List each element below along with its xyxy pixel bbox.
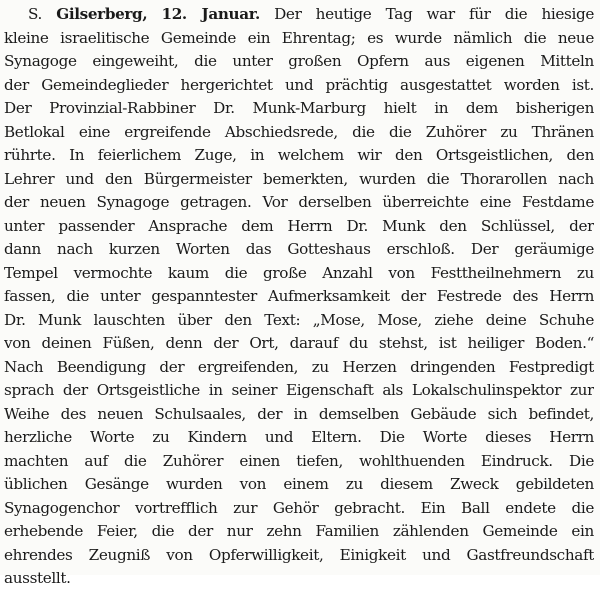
- article-line: Synagoge eingeweiht, die unter großen Opfern aus eigenen Mitteln: [4, 52, 594, 70]
- article-line: üblichen Gesänge wurden von einem zu diesem Zweck gebildeten: [4, 475, 594, 493]
- first-line-text: Der heutige Tag war für die hiesige: [274, 5, 594, 23]
- article-line: der neuen Synagoge getragen. Vor derselben überreichte eine Festdame: [4, 193, 594, 211]
- article-line: Lehrer und den Bürgermeister bemerkten, wurden die Thorarollen nach: [4, 169, 594, 188]
- article-line: unter passender Ansprache dem Herrn Dr. Munk den Schlüssel, der: [4, 216, 594, 235]
- article-line: dann nach kurzen Worten das Gotteshaus erschloß. Der geräumige: [4, 240, 594, 258]
- article-body: [4, 3, 594, 591]
- article-line-last: ausstellt.: [4, 569, 71, 587]
- article-line: Synagogenchor vortrefflich zur Gehör gebracht. Ein Ball endete die: [4, 498, 594, 517]
- dateline-prefix: S.: [28, 5, 42, 23]
- article-line: erhebende Feier, die der nur zehn Familien zählenden Gemeinde ein: [4, 522, 594, 540]
- article-line: Betlokal eine ergreifende Abschiedsrede, die die Zuhörer zu Thränen: [4, 122, 594, 141]
- article-line: rührte. In feierlichem Zuge, in welchem wir den Ortsgeistlichen, den: [4, 146, 594, 164]
- article-line-1: [4, 3, 594, 27]
- article-line: Nach Beendigung der ergreifenden, zu Herzen dringenden Festpredigt: [4, 357, 594, 376]
- article-line: von deinen Füßen, denn der Ort, darauf du stehst, ist heiliger Boden.“: [4, 334, 594, 352]
- article-line: Der Provinzial-Rabbiner Dr. Munk-Marburg hielt in dem bisherigen: [4, 99, 594, 117]
- article-line: ehrendes Zeugniß von Opferwilligkeit, Einigkeit und Gastfreundschaft: [4, 545, 594, 564]
- article-line: Dr. Munk lauschten über den Text: „Mose, Mose, ziehe deine Schuhe: [4, 310, 594, 329]
- dateline-date: 12. Januar.: [161, 5, 260, 23]
- article-line: sprach der Ortsgeistliche in seiner Eigenschaft als Lokalschulinspektor zur: [4, 381, 594, 399]
- article-line: machten auf die Zuhörer einen tiefen, wohlthuenden Eindruck. Die: [4, 451, 594, 470]
- article-line: Weihe des neuen Schulsaales, der in demselben Gebäude sich befindet,: [4, 404, 594, 423]
- article-line: kleine israelitische Gemeinde ein Ehrentag; es wurde nämlich die neue: [4, 28, 594, 47]
- article-line: Tempel vermochte kaum die große Anzahl von Festtheilnehmern zu: [4, 263, 594, 282]
- article-line: fassen, die unter gespanntester Aufmerksamkeit der Festrede des Herrn: [4, 287, 594, 305]
- article-line: herzliche Worte zu Kindern und Eltern. Die Worte dieses Herrn: [4, 428, 594, 446]
- dateline-place: Gilserberg,: [56, 5, 148, 23]
- article-line: der Gemeindeglieder hergerichtet und prächtig ausgestattet worden ist.: [4, 75, 594, 94]
